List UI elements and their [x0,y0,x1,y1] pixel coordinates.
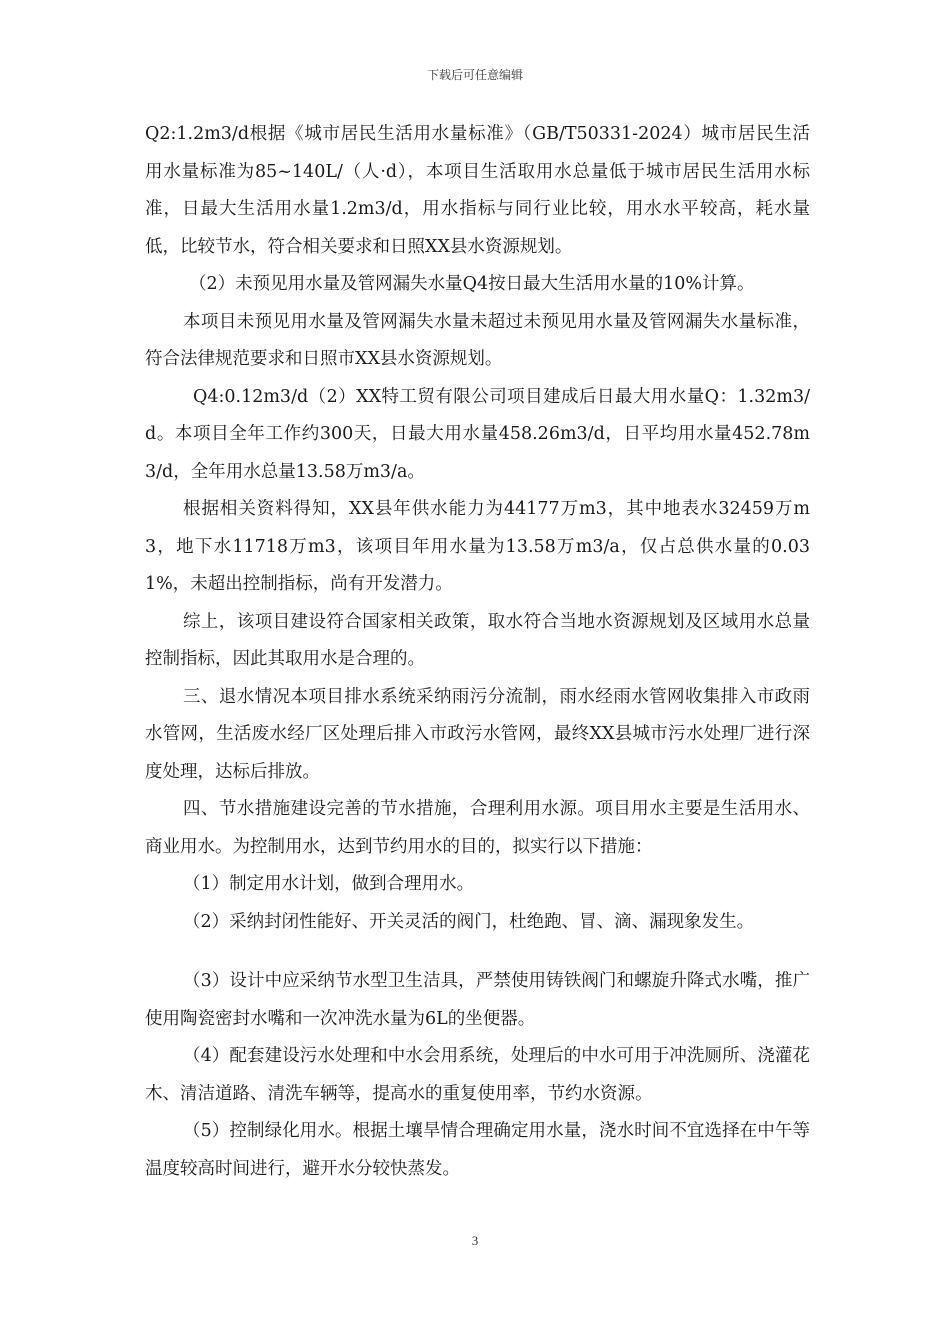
page-number: 3 [471,1233,479,1248]
list-item-measure-3: （3）设计中应采纳节水型卫生洁具，严禁使用铸铁阀门和螺旋升降式水嘴，推广使用陶瓷密封水嘴和一次冲洗水量为6L的坐便器。 [145,971,810,1029]
paragraph-county-supply: 根据相关资料得知，XX县年供水能力为44177万m3，其中地表水32459万m3，地下水11718万m3，该项目年用水量为13.58万m3/a，仅占总供水量的0.031%，未超出控制指标，尚有开发潜力。 [145,499,810,594]
list-item-measure-1: （1）制定用水计划，做到合理用水。 [183,874,475,894]
list-item-measure-5: （5）控制绿化用水。根据土壤旱情合理确定用水量，浇水时间不宜选择在中午等温度较高时间进行，避开水分较快蒸发。 [145,1121,810,1179]
list-item-measure-2: （2）采纳封闭性能好、开关灵活的阀门，杜绝跑、冒、滴、漏现象发生。 [183,911,755,932]
paragraph-q4-method: （2）未预见用水量及管网漏失水量Q4按日最大生活用水量的10%计算。 [189,274,755,294]
paragraph-water-saving-intro: 四、节水措施建设完善的节水措施，合理利用水源。项目用水主要是生活用水、商业用水。为控制用水，达到节约用水的目的，拟实行以下措施： [145,799,810,857]
list-item-measure-4: （4）配套建设污水处理和中水会用系统，处理后的中水可用于冲洗厕所、浇灌花木、清洁道路、清洗车辆等，提高水的重复使用率，节约水资源。 [145,1046,810,1104]
paragraph-gap [145,941,810,963]
paragraph-total-water: Q4:0.12m3/d（2）XX特工贸有限公司项目建成后日最大用水量Q：1.32m3/d。本项目全年工作约300天，日最大用水量458.26m3/d，日平均用水量452.78m3/d，全年用水总量13.58万m3/a。 [145,386,810,482]
paragraph-q4-compliance: 本项目未预见用水量及管网漏失水量未超过未预见用水量及管网漏失水量标准，符合法律规范要求和日照市XX县水资源规划。 [145,311,810,369]
page-header: 下载后可任意编辑 [426,68,523,82]
paragraph-q2-standard: Q2:1.2m3/d根据《城市居民生活用水量标准》（GB/T50331-2024）城市居民生活用水量标准为85~140L/（人·d），本项目生活取用水总量低于城市居民生活用水标准，日最大生活用水量1.2m3/d，用水指标与同行业比较，用水水平较高，耗水量低，比较节水，符合相关要求和日照XX县水资源规划。 [145,124,810,257]
paragraph-conclusion: 综上，该项目建设符合国家相关政策，取水符合当地水资源规划及区域用水总量控制指标，因此其取用水是合理的。 [145,611,810,669]
document-body [145,116,810,1188]
paragraph-drainage: 三、退水情况本项目排水系统采纳雨污分流制，雨水经雨水管网收集排入市政雨水管网，生活废水经厂区处理后排入市政污水管网，最终XX县城市污水处理厂进行深度处理，达标后排放。 [145,686,810,782]
